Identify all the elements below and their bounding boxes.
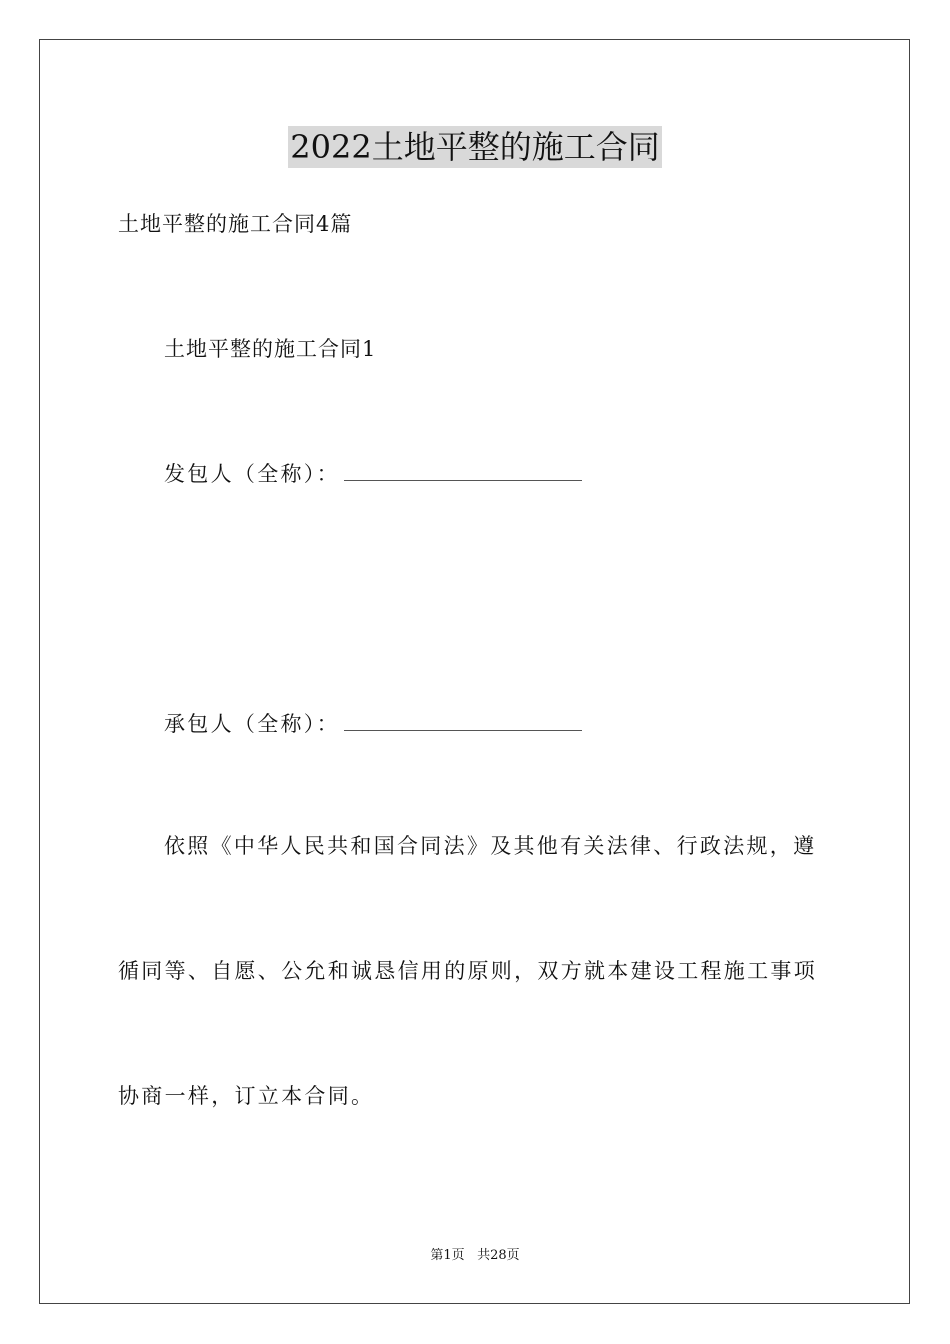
paragraph-line: 依照《中华人民共和国合同法》及其他有关法律、行政法规，遵 bbox=[164, 834, 817, 858]
title-container bbox=[0, 126, 950, 168]
footer-total-suffix: 页 bbox=[506, 1248, 520, 1263]
party-b-row bbox=[164, 708, 582, 739]
footer-total-prefix: 共 bbox=[477, 1248, 491, 1263]
party-a-label: 发包人（全称）： bbox=[164, 462, 340, 486]
page-footer bbox=[0, 1247, 950, 1265]
party-b-blank-line bbox=[344, 708, 582, 731]
party-a-blank-line bbox=[344, 458, 582, 481]
footer-page-prefix: 第 bbox=[430, 1248, 444, 1263]
footer-page-suffix: 页 bbox=[451, 1248, 465, 1263]
section-heading: 土地平整的施工合同1 bbox=[164, 337, 377, 361]
footer-total-pages: 28 bbox=[490, 1248, 507, 1263]
footer-current-page: 1 bbox=[443, 1248, 452, 1263]
paragraph-line: 协商一样，订立本合同。 bbox=[118, 1084, 375, 1108]
party-a-row bbox=[164, 458, 582, 489]
paragraph-line: 循同等、自愿、公允和诚恳信用的原则，双方就本建设工程施工事项 bbox=[118, 959, 817, 983]
party-b-label: 承包人（全称）： bbox=[164, 712, 340, 736]
document-subtitle: 土地平整的施工合同4篇 bbox=[118, 212, 353, 236]
document-title: 2022土地平整的施工合同 bbox=[290, 128, 660, 166]
